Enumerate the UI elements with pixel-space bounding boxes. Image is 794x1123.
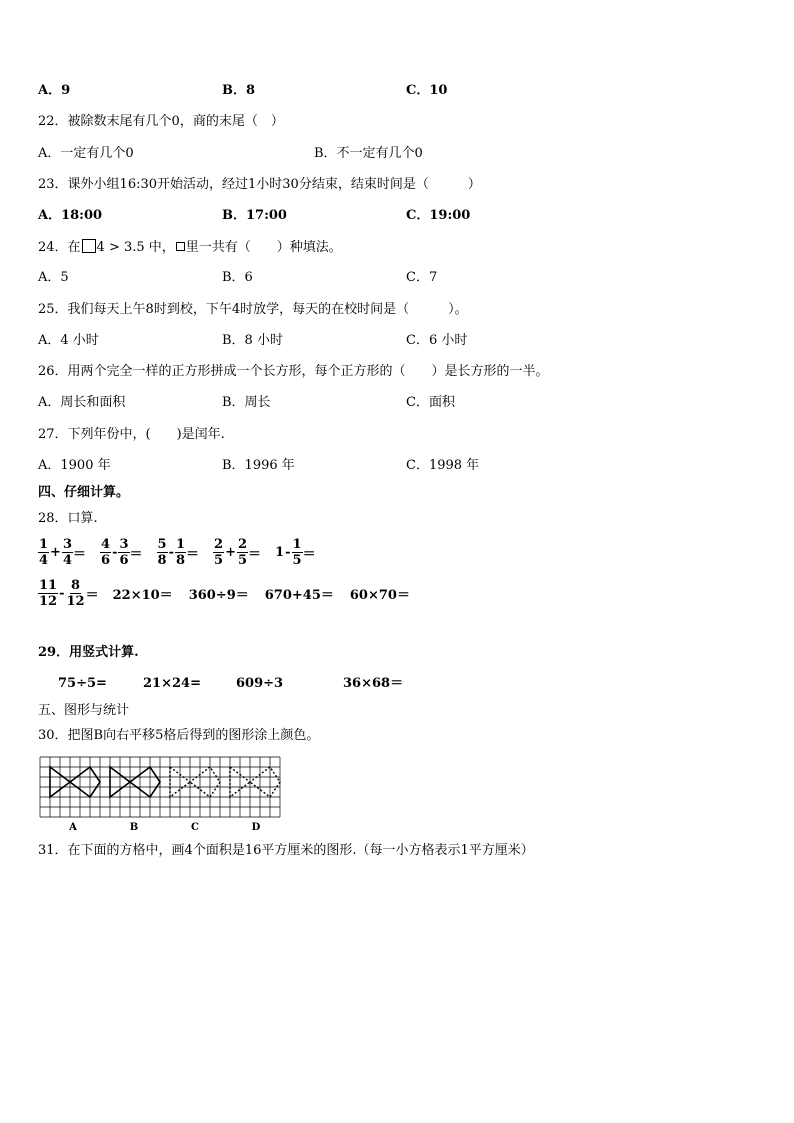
q24-option-c[interactable]: C．7 xyxy=(406,270,438,285)
label-c: C xyxy=(191,822,199,833)
q25-option-a[interactable]: A．4 小时 xyxy=(38,333,99,348)
q26-question: 26．用两个完全一样的正方形拼成一个长方形，每个正方形的（ ）是长方形的一半。 xyxy=(38,364,549,379)
q28-expr-1: $\frac{1}{4}$ + $\frac{3}{4}$ ＝ xyxy=(39,537,87,568)
q27-option-b[interactable]: B．1996 年 xyxy=(222,458,295,473)
q22-question: 22．被除数末尾有几个0，商的末尾（ ） xyxy=(38,114,284,129)
q26-option-a[interactable]: A．周长和面积 xyxy=(38,395,126,410)
section-5-heading: 五、图形与统计 xyxy=(38,703,130,718)
q28-expr-8: 360÷9＝ xyxy=(188,588,249,603)
fraction: $\frac{11}{12}$ xyxy=(39,578,58,609)
q26-option-b[interactable]: B．周长 xyxy=(222,395,271,410)
q27-option-a[interactable]: A．1900 年 xyxy=(38,458,111,473)
q27-option-c[interactable]: C．1998 年 xyxy=(406,458,480,473)
q24-inequality: 4 > 3.5 中， xyxy=(96,240,175,255)
fraction: $\frac{5}{8}$ xyxy=(157,537,167,568)
q28-expr-9: 670+45＝ xyxy=(264,588,334,603)
q24-suffix: 里一共有（ ）种填法。 xyxy=(185,240,342,255)
fraction: $\frac{2}{5}$ xyxy=(238,537,248,568)
q24-option-a[interactable]: A．5 xyxy=(38,270,69,285)
shape-b xyxy=(110,767,160,797)
fraction: $\frac{3}{6}$ xyxy=(119,537,129,568)
q28-expr-7: 22×10＝ xyxy=(112,588,173,603)
q24-option-b[interactable]: B．6 xyxy=(222,270,253,285)
q29-item-4: 36×68＝ xyxy=(343,676,404,691)
q30-grid-figure xyxy=(38,755,286,835)
fraction: $\frac{1}{5}$ xyxy=(292,537,302,568)
fraction: $\frac{8}{12}$ xyxy=(66,578,85,609)
q29-title: 29．用竖式计算. xyxy=(38,645,139,660)
fraction: $\frac{1}{4}$ xyxy=(39,537,49,568)
q28-expr-6: $\frac{11}{12}$ - $\frac{8}{12}$ ＝ xyxy=(39,578,99,609)
q22-option-b[interactable]: B．不一定有几个0 xyxy=(314,146,423,161)
q28-expr-3: $\frac{5}{8}$ - $\frac{1}{8}$ ＝ xyxy=(157,537,200,568)
q21-option-b[interactable]: B．8 xyxy=(222,83,256,98)
q29-item-3: 609÷3 xyxy=(236,676,284,691)
shape-a xyxy=(50,767,100,797)
label-d: D xyxy=(251,822,261,833)
q31-question: 31．在下面的方格中，画4个面积是16平方厘米的图形.（每一小方格表示1平方厘米） xyxy=(38,843,534,858)
q23-option-b[interactable]: B．17:00 xyxy=(222,208,287,223)
q28-title: 28．口算. xyxy=(38,511,98,526)
q23-option-a[interactable]: A．18:00 xyxy=(38,208,103,223)
q28-expr-10: 60×70＝ xyxy=(349,588,410,603)
q28-expr-2: $\frac{4}{6}$ - $\frac{3}{6}$ ＝ xyxy=(101,537,143,568)
q25-option-c[interactable]: C．6 小时 xyxy=(406,333,468,348)
q29-item-1: 75÷5= xyxy=(58,676,107,691)
blank-box xyxy=(82,239,96,253)
label-b: B xyxy=(129,822,139,833)
shape-d xyxy=(230,767,280,797)
q28-expr-5: 1 - $\frac{1}{5}$ ＝ xyxy=(275,537,316,568)
section-4-heading: 四、仔细计算。 xyxy=(38,485,130,500)
q23-question: 23．课外小组16:30开始活动，经过1小时30分结束，结束时间是（ ） xyxy=(38,177,481,192)
label-a: A xyxy=(69,822,77,833)
q29-item-2: 21×24= xyxy=(143,676,201,691)
fraction: $\frac{4}{6}$ xyxy=(101,537,111,568)
q23-option-c[interactable]: C．19:00 xyxy=(406,208,471,223)
fraction: $\frac{3}{4}$ xyxy=(62,537,72,568)
small-blank-box xyxy=(176,242,185,251)
q22-option-a[interactable]: A．一定有几个0 xyxy=(38,146,134,161)
q25-option-b[interactable]: B．8 小时 xyxy=(222,333,283,348)
q27-question: 27．下列年份中，( )是闰年. xyxy=(38,427,225,442)
q24-prefix: 24．在 xyxy=(38,240,81,255)
q21-option-a[interactable]: A．9 xyxy=(38,83,71,98)
q21-option-c[interactable]: C．10 xyxy=(406,83,448,98)
shape-c xyxy=(170,767,220,797)
q28-row-2 xyxy=(38,578,410,609)
q25-question: 25．我们每天上午8时到校，下午4时放学，每天的在校时间是（ ）。 xyxy=(38,302,468,317)
q30-question: 30．把图B向右平移5格后得到的图形涂上颜色。 xyxy=(38,728,320,743)
fraction: $\frac{1}{8}$ xyxy=(175,537,186,568)
q28-expr-4: $\frac{2}{5}$ + $\frac{2}{5}$ ＝ xyxy=(214,537,262,568)
q24-question xyxy=(38,239,342,256)
q26-option-c[interactable]: C．面积 xyxy=(406,395,455,410)
fraction: $\frac{2}{5}$ xyxy=(214,537,224,568)
q28-row-1 xyxy=(38,537,316,568)
